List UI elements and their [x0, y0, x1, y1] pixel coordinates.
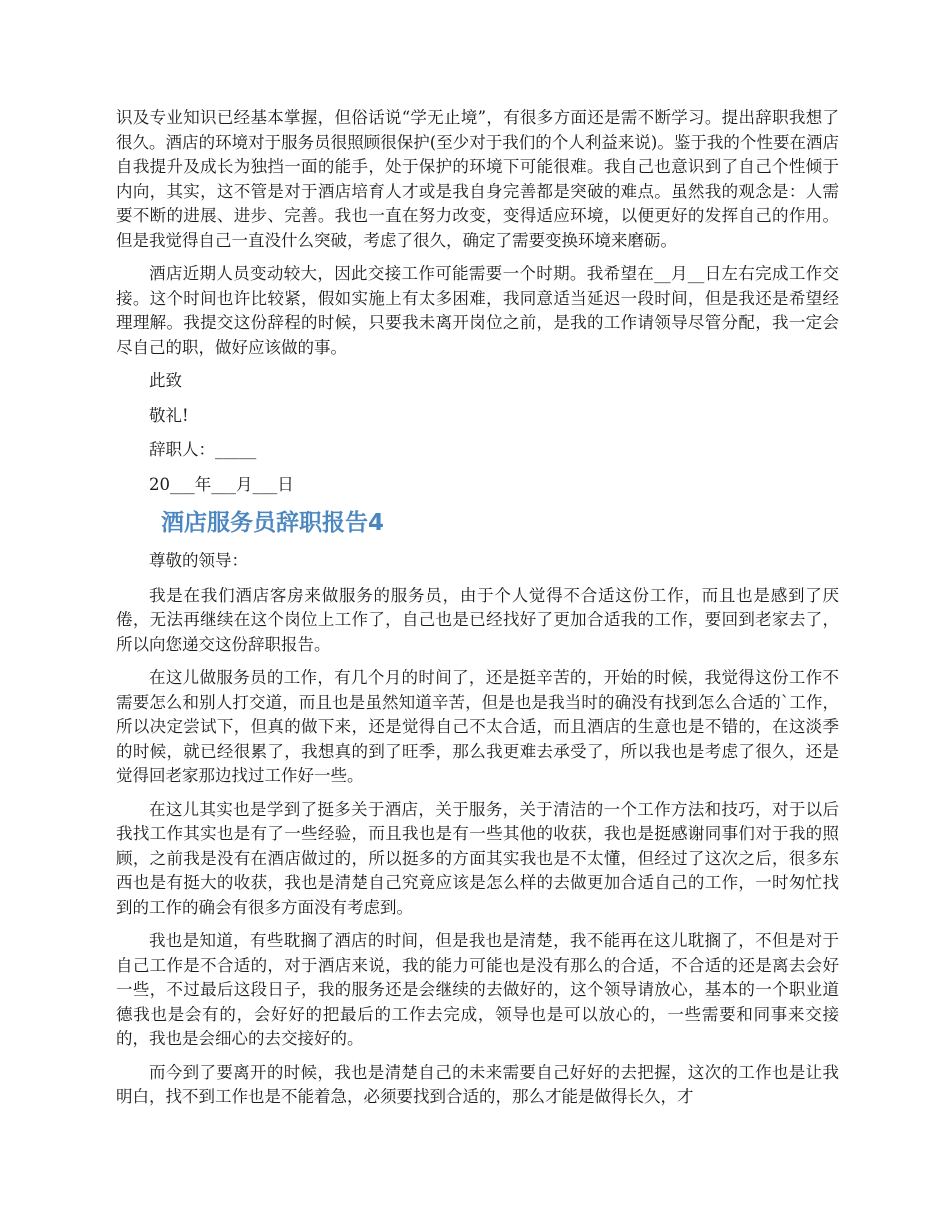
greeting-line: 尊敬的领导：: [149, 551, 248, 570]
signer-line: 辞职人：_____: [149, 440, 257, 459]
paragraph: 在这儿其实也是学到了挺多关于酒店，关于服务，关于清洁的一个工作方法和技巧，对于以后我找工作其实也是有了一些经验，而且我也是有一些其他的收获，我也是挺感谢同事们对于我的照顾，之前我是没有在酒店做过的，所以挺多的方面其实我也是不太懂，但经过了这次之后，很多东西也是有挺大的收获，我也是清楚自己究竟应该是怎么样的去做更加合适自己的工作，一时匆忙找到的工作的确会有很多方面没有考虑到。: [116, 799, 839, 917]
paragraph: 而今到了要离开的时候，我也是清楚自己的未来需要自己好好的去把握，这次的工作也是让我明白，找不到工作也是不能着急，必须要找到合适的，那么才能是做得长久，才: [116, 1062, 839, 1106]
paragraph-handover: 酒店近期人员变动较大，因此交接工作可能需要一个时期。我希望在__月__日左右完成工作交接。这个时间也许比较紧，假如实施上有太多困难，我同意适当延迟一段时间，但是我还是希望经理理解。我提交这份辞程的时候，只要我未离开岗位之前，是我的工作请领导尽管分配，我一定会尽自己的职，做好应该做的事。: [116, 264, 839, 357]
closing-line: 此致: [149, 371, 182, 390]
paragraph: 我也是知道，有些耽搁了酒店的时间，但是我也是清楚，我不能再在这儿耽搁了，不但是对于自己工作是不合适的，对于酒店来说，我的能力可能也是没有那么的合适，不合适的还是离去会好一些，不过最后这段日子，我的服务还是会继续的去做好的，这个领导请放心，基本的一个职业道德我也是会有的，会好好的把最后的工作去完成，领导也是可以放心的，一些需要和同事来交接的，我也是会细心的去交接好的。: [116, 931, 839, 1048]
document-page: [116, 106, 839, 1119]
section-heading: 酒店服务员辞职报告4: [161, 510, 385, 536]
paragraph: 我是在我们酒店客房来做服务的服务员，由于个人觉得不合适这份工作，而且也是感到了厌倦，无法再继续在这个岗位上工作了，自己也是已经找好了更加合适我的工作，要回到老家去了，所以向您递交这份辞职报告。: [116, 585, 839, 654]
salute-line: 敬礼!: [149, 405, 189, 425]
paragraph: 在这儿做服务员的工作，有几个月的时间了，还是挺辛苦的，开始的时候，我觉得这份工作不需要怎么和别人打交道，而且也是虽然知道辛苦，但是也是我当时的确没有找到怎么合适的`工作，所以决定尝试下，但真的做下来，还是觉得自己不太合适，而且酒店的生意也是不错的，在这淡季的时候，就已经很累了，我想真的到了旺季，那么我更难去承受了，所以我也是考虑了很久，还是觉得回老家那边找过工作好一些。: [116, 668, 839, 785]
date-line: 20___年___月___日: [149, 474, 294, 494]
paragraph-continued: 识及专业知识已经基本掌握，但俗话说“学无止境”，有很多方面还是需不断学习。提出辞职我想了很久。酒店的环境对于服务员很照顾很保护(至少对于我们的个人利益来说)。鉴于我的个性要在酒店自我提升及成长为独挡一面的能手，处于保护的环境下可能很难。我自己也意识到了自己个性倾于内向，其实，这不管是对于酒店培育人才或是我自身完善都是突破的难点。虽然我的观念是：人需要不断的进展、进步、完善。我也一直在努力改变，变得适应环境，以便更好的发挥自己的作用。但是我觉得自己一直没什么突破，考虑了很久，确定了需要变换环境来磨砺。: [116, 108, 839, 250]
